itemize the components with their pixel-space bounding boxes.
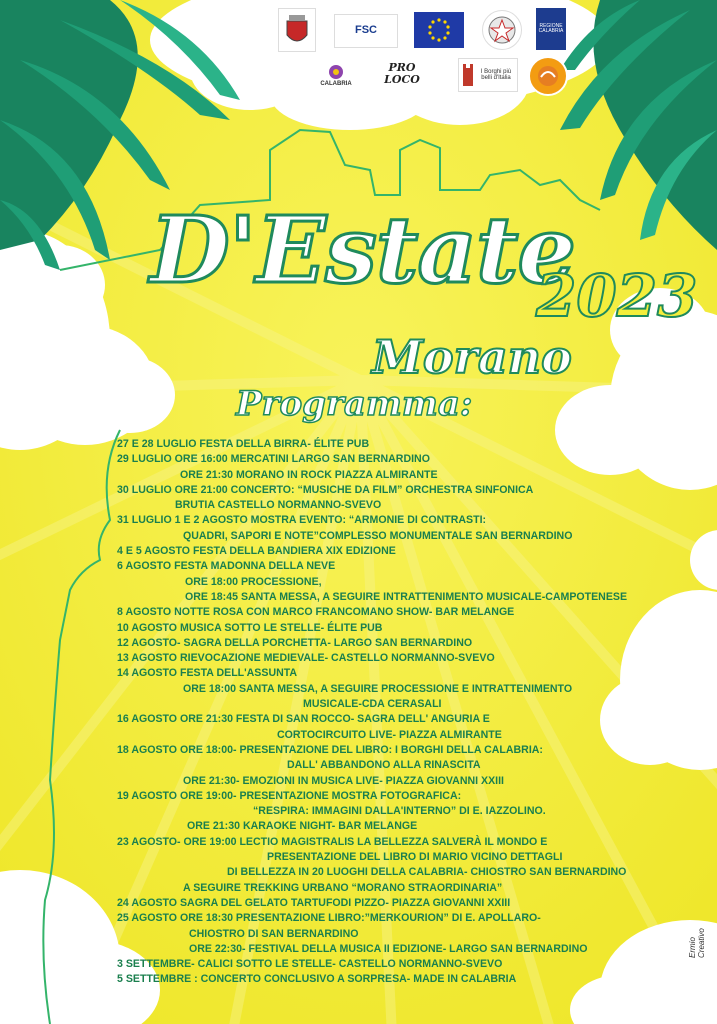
schedule-line: ORE 21:30 MORANO IN ROCK PIAZZA ALMIRANTE	[180, 468, 438, 481]
schedule-line: ORE 21:30 KARAOKE NIGHT- BAR MELANGE	[187, 820, 418, 833]
schedule-line: 3 SETTEMBRE- CALICI SOTTO LE STELLE- CASTELLO NORMANNO-SVEVO	[117, 958, 503, 971]
italy-emblem-logo	[482, 10, 522, 50]
schedule-line: 14 AGOSTO FESTA DELL'ASSUNTA	[117, 667, 298, 680]
schedule-line: 27 E 28 LUGLIO FESTA DELLA BIRRA- ÉLITE PUB	[117, 438, 370, 450]
schedule-line: 24 AGOSTO SAGRA DEL GELATO TARTUFODI PIZZO- PIAZZA GIOVANNI XXIII	[117, 896, 511, 909]
schedule-line: CORTOCIRCUITO LIVE- PIAZZA ALMIRANTE	[277, 728, 502, 741]
schedule-line: 31 LUGLIO 1 E 2 AGOSTO MOSTRA EVENTO: “ARMONIE DI CONTRASTI:	[117, 514, 487, 527]
fsc-logo: FSC	[334, 14, 398, 48]
schedule-line: DI BELLEZZA IN 20 LUOGHI DELLA CALABRIA- CHIOSTRO SAN BERNARDINO	[227, 866, 627, 879]
schedule-line: 25 AGOSTO ORE 18:30 PRESENTAZIONE LIBRO:”MERKOURION” DI E. APOLLARO-	[117, 912, 541, 925]
schedule-line: “RESPIRA: IMMAGINI DALLA'INTERNO” DI E. IAZZOLINO.	[253, 805, 546, 818]
schedule-line: MUSICALE-CDA CERASALI	[303, 698, 442, 711]
schedule-line: PRESENTAZIONE DEL LIBRO DI MARIO VICINO DETTAGLI	[267, 851, 563, 864]
schedule-line: ORE 18:45 SANTA MESSA, A SEGUIRE INTRATTENIMENTO MUSICALE-CAMPOTENESE	[185, 590, 628, 603]
poster-year: 2023	[536, 262, 698, 330]
schedule-line: 6 AGOSTO FESTA MADONNA DELLA NEVE	[117, 560, 336, 573]
comune-crest-logo	[278, 8, 316, 52]
flower-icon	[327, 63, 345, 81]
schedule-line: BRUTIA CASTELLO NORMANNO-SVEVO	[175, 499, 382, 512]
eu-stars-icon	[419, 15, 459, 45]
schedule-line: ORE 22:30- FESTIVAL DELLA MUSICA II EDIZIONE- LARGO SAN BERNARDINO	[189, 942, 588, 955]
schedule-line: 12 AGOSTO- SAGRA DELLA PORCHETTA- LARGO SAN BERNARDINO	[117, 636, 473, 649]
pro-loco-logo: PRO LOCO	[384, 61, 420, 86]
schedule-line: 13 AGOSTO RIEVOCAZIONE MEDIEVALE- CASTELLO NORMANNO-SVEVO	[117, 652, 495, 665]
schedule-line: 4 E 5 AGOSTO FESTA DELLA BANDIERA XIX EDIZIONE	[117, 545, 396, 558]
borghi-logo: I Borghi più belli d'Italia	[458, 58, 518, 92]
schedule-line: ORE 21:30- EMOZIONI IN MUSICA LIVE- PIAZZA GIOVANNI XXIII	[183, 774, 504, 787]
schedule-line: ORE 18:00 SANTA MESSA, A SEGUIRE PROCESSIONE E INTRATTENIMENTO	[183, 682, 573, 695]
schedule-line: 8 AGOSTO NOTTE ROSA CON MARCO FRANCOMANO SHOW- BAR MELANGE	[117, 606, 515, 619]
schedule-line: ORE 18:00 PROCESSIONE,	[185, 575, 322, 588]
schedule-line: 23 AGOSTO- ORE 19:00 LECTIO MAGISTRALIS LA BELLEZZA SALVERÀ IL MONDO E	[117, 835, 548, 848]
orange-badge-logo	[528, 56, 568, 96]
schedule-line: DALL' ABBANDONO ALLA RINASCITA	[287, 759, 481, 772]
calabria-logo: CALABRIA	[306, 58, 366, 92]
program-heading: Programma:	[236, 384, 473, 424]
regione-calabria-logo: REGIONE CALABRIA	[536, 8, 566, 50]
schedule-line: 19 AGOSTO ORE 19:00- PRESENTAZIONE MOSTRA FOTOGRAFICA:	[117, 789, 462, 802]
schedule-line: CHIOSTRO DI SAN BERNARDINO	[189, 927, 359, 940]
poster-title: D'Estate	[150, 196, 576, 304]
designer-credit: Ermio Creativo	[688, 928, 706, 958]
eu-flag-logo	[414, 12, 464, 48]
event-schedule	[117, 437, 677, 988]
schedule-line: 29 LUGLIO ORE 16:00 MERCATINI LARGO SAN BERNARDINO	[117, 453, 430, 466]
schedule-line: 5 SETTEMBRE : CONCERTO CONCLUSIVO A SORPRESA- MADE IN CALABRIA	[117, 973, 517, 986]
schedule-line: 18 AGOSTO ORE 18:00- PRESENTAZIONE DEL LIBRO: I BORGHI DELLA CALABRIA:	[117, 743, 543, 756]
poster-town: Morano	[372, 330, 572, 384]
badge-icon	[535, 63, 561, 89]
schedule-line: 30 LUGLIO ORE 21:00 CONCERTO: “MUSICHE DA FILM” ORCHESTRA SINFONICA	[117, 483, 534, 496]
schedule-line: QUADRI, SAPORI E NOTE”COMPLESSO MONUMENTALE SAN BERNARDINO	[183, 529, 573, 542]
schedule-line: 10 AGOSTO MUSICA SOTTO LE STELLE- ÉLITE PUB	[117, 621, 383, 634]
schedule-line: A SEGUIRE TREKKING URBANO “MORANO STRAORDINARIA”	[183, 881, 503, 894]
schedule-line: 16 AGOSTO ORE 21:30 FESTA DI SAN ROCCO- SAGRA DELL' ANGURIA E	[117, 713, 490, 726]
tower-icon	[461, 64, 475, 86]
crest-icon	[284, 13, 310, 47]
star-emblem-icon	[486, 14, 518, 46]
